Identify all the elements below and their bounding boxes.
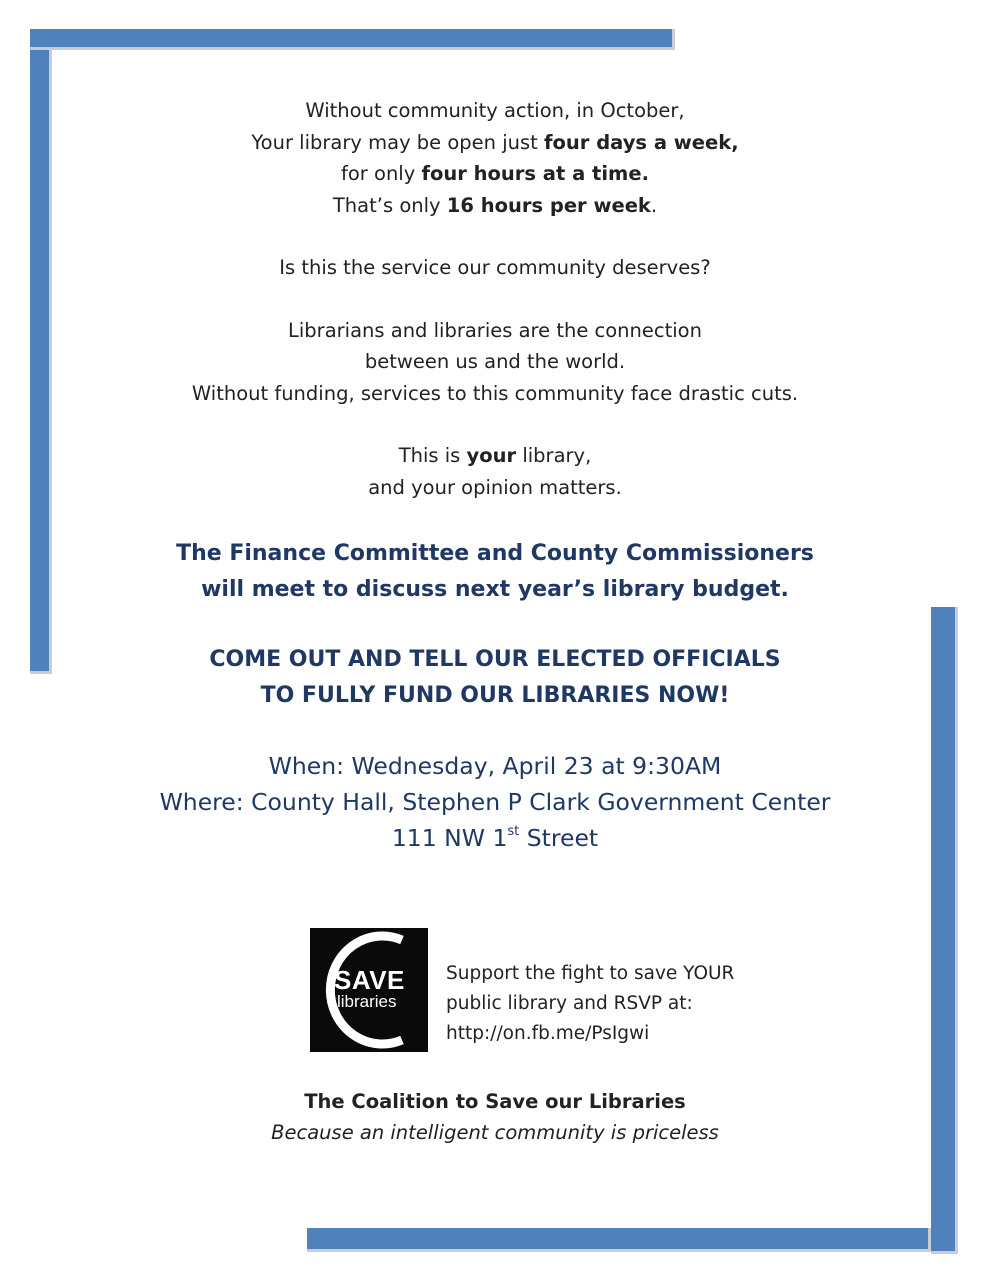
flyer-body: [100, 95, 890, 856]
event-where: Where: County Hall, Stephen P Clark Government Center: [159, 788, 831, 816]
coalition-name: The Coalition to Save our Libraries: [304, 1090, 686, 1113]
opinion-paragraph: [100, 440, 890, 503]
event-when: When: Wednesday, April 23 at 9:30AM: [268, 752, 722, 780]
logo-support-row: [310, 928, 790, 1054]
cta-line-2: TO FULLY FUND OUR LIBRARIES NOW!: [260, 683, 730, 708]
meeting-headline: [100, 536, 890, 608]
meeting-line-2: will meet to discuss next year’s library budget.: [201, 577, 789, 602]
intro-line-2: Your library may be open just four days a week,: [251, 130, 739, 154]
intro-line-4: That’s only 16 hours per week.: [332, 193, 658, 217]
event-address: 111 NW 1st Street: [391, 824, 599, 852]
meeting-line-1: The Finance Committee and County Commissioners: [176, 541, 814, 566]
save-libraries-logo: [310, 928, 428, 1052]
intro-paragraph: [100, 95, 890, 221]
rsvp-link[interactable]: http://on.fb.me/PsIgwi: [446, 1023, 650, 1044]
frame-bar-top: [30, 29, 675, 50]
support-text: [446, 959, 734, 1049]
logo-libraries-text: libraries: [337, 992, 397, 1011]
logo-save-text: SAVE: [334, 965, 405, 995]
connection-paragraph: [100, 315, 890, 410]
call-to-action-headline: [100, 642, 890, 714]
intro-line-3: for only four hours at a time.: [341, 162, 649, 185]
footer: [100, 1086, 890, 1148]
question-line: Is this the service our community deserves?: [279, 256, 711, 279]
connection-line-1: Librarians and libraries are the connection: [288, 318, 702, 342]
intro-line-1: Without community action, in October,: [305, 99, 685, 122]
support-line-2: public library and RSVP at:: [446, 993, 693, 1014]
frame-bar-left: [30, 50, 52, 674]
opinion-line-1: This is your library,: [398, 444, 592, 467]
event-details: [100, 748, 890, 856]
cta-line-1: COME OUT AND TELL OUR ELECTED OFFICIALS: [209, 647, 781, 672]
opinion-line-2: and your opinion matters.: [368, 475, 622, 499]
support-line-1: Support the fight to save YOUR: [446, 963, 735, 984]
coalition-tagline: Because an intelligent community is priceless: [271, 1121, 719, 1144]
frame-bar-right: [931, 607, 958, 1254]
connection-line-3: Without funding, services to this community face drastic cuts.: [191, 381, 799, 405]
frame-bar-bottom: [307, 1228, 931, 1252]
connection-line-2: between us and the world.: [364, 350, 626, 373]
question-paragraph: [100, 252, 890, 284]
